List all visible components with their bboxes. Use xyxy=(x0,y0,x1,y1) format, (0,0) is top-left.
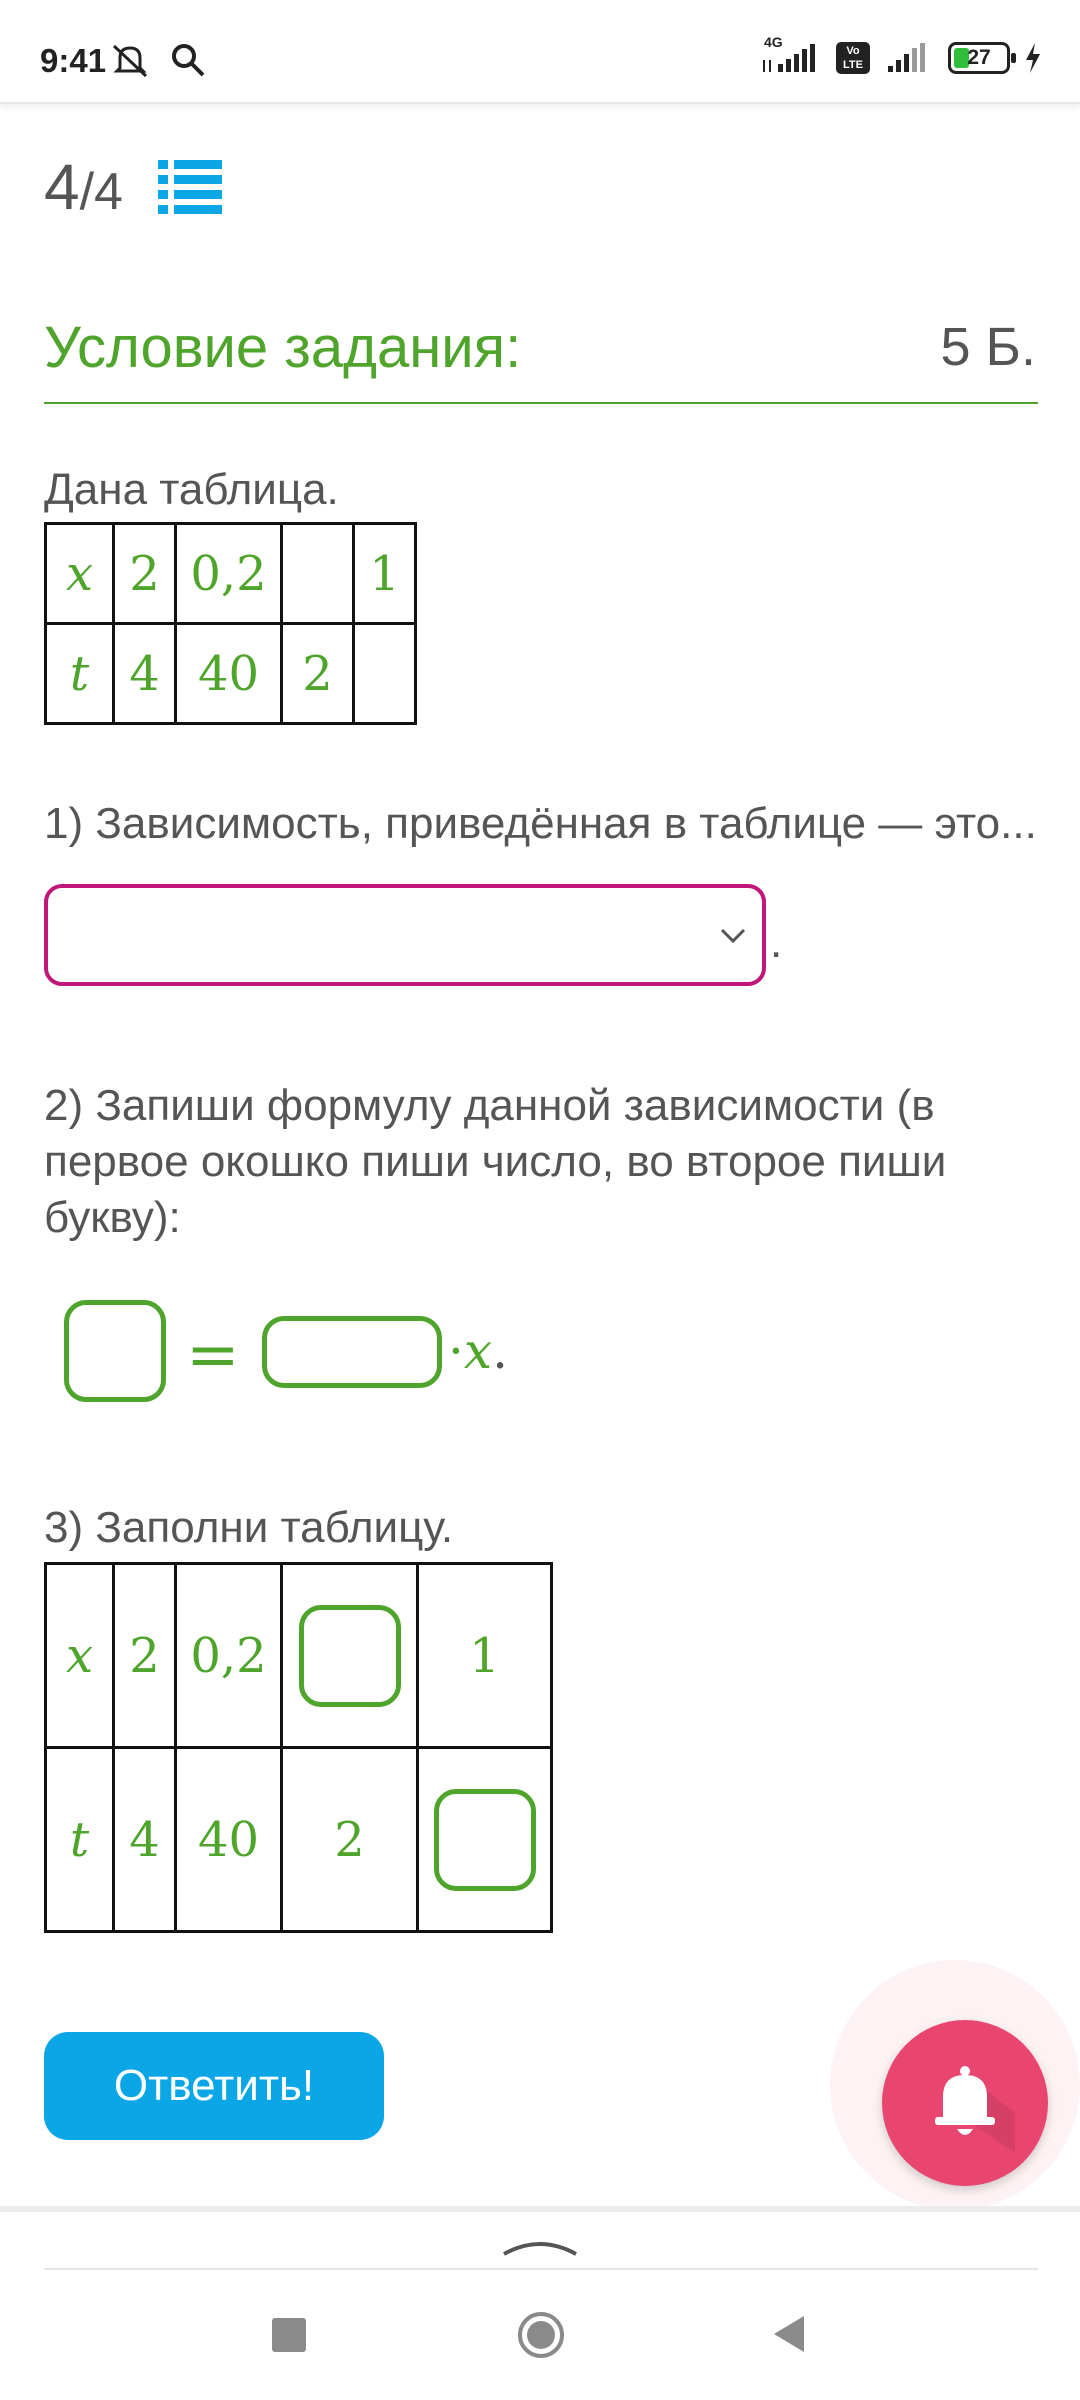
progress-current: 4 xyxy=(44,151,80,223)
battery-icon xyxy=(948,42,1010,74)
list-icon[interactable] xyxy=(158,158,222,216)
dependency-dropdown[interactable] xyxy=(44,884,766,986)
table-cell: 4 xyxy=(114,624,176,724)
notification-bell-button[interactable] xyxy=(882,2020,1048,2186)
formula-number-input[interactable] xyxy=(64,1300,166,1402)
question-1-text: 1) Зависимость, приведённая в таблице — это... xyxy=(44,799,1037,848)
formula-dot: · xyxy=(448,1322,464,1380)
question-3-text: 3) Заполни таблицу. xyxy=(44,1503,454,1552)
nav-square-icon[interactable] xyxy=(272,2318,306,2352)
nav-home-icon[interactable] xyxy=(516,2310,566,2360)
table-cell: t xyxy=(46,624,114,724)
table-row xyxy=(46,524,416,624)
submit-button[interactable]: Ответить! xyxy=(44,2032,384,2140)
table-cell xyxy=(282,524,354,624)
status-bar xyxy=(0,0,1080,104)
table-cell: 2 xyxy=(282,624,354,724)
table-cell: 2 xyxy=(114,1564,176,1748)
given-table xyxy=(44,522,417,725)
title-divider xyxy=(44,402,1038,404)
table-cell: 2 xyxy=(282,1748,418,1932)
table-cell: 40 xyxy=(176,624,282,724)
muted-bell-icon xyxy=(108,42,152,78)
table-cell: 2 xyxy=(114,524,176,624)
search-icon xyxy=(170,42,206,78)
table-row xyxy=(46,1748,552,1932)
chevron-down-icon xyxy=(718,920,748,950)
table-cell: x xyxy=(46,1564,114,1748)
table-cell xyxy=(282,1564,418,1748)
table-row xyxy=(46,1564,552,1748)
task-points: 5 Б. xyxy=(940,317,1036,377)
intro-text: Дана таблица. xyxy=(44,465,339,514)
status-left-icons xyxy=(108,42,206,78)
fill-table xyxy=(44,1562,553,1933)
table-cell: 1 xyxy=(418,1564,552,1748)
battery-level: 27 xyxy=(967,46,991,69)
nav-back-icon[interactable] xyxy=(770,2312,810,2356)
formula-letter-input[interactable] xyxy=(262,1316,442,1388)
table-row xyxy=(46,624,416,724)
charging-icon xyxy=(1024,42,1042,74)
question-1-end: . xyxy=(770,918,783,967)
table-cell: 0,2 xyxy=(176,1564,282,1748)
chevron-up-icon[interactable] xyxy=(500,2232,580,2262)
table-cell: x xyxy=(46,524,114,624)
task-title: Условие задания: xyxy=(44,315,522,380)
table-cell: 40 xyxy=(176,1748,282,1932)
question-2-text: 2) Запиши формулу данной зависимости (в первое окошко пиши число, во второе пиши букву): xyxy=(44,1081,947,1242)
table-cell xyxy=(354,624,416,724)
signal-icon xyxy=(884,42,934,74)
table-cell xyxy=(418,1748,552,1932)
table-cell: 4 xyxy=(114,1748,176,1932)
bell-icon xyxy=(915,2053,1015,2153)
formula-var: x xyxy=(463,1322,493,1380)
formula-equals: = xyxy=(186,1318,240,1392)
network-type: 4G xyxy=(764,34,783,50)
signal-4g-icon xyxy=(760,34,822,74)
fill-t-input[interactable] xyxy=(434,1789,536,1891)
status-right xyxy=(760,34,1042,74)
table-cell: t xyxy=(46,1748,114,1932)
bottom-separator xyxy=(0,2206,1080,2212)
table-cell: 0,2 xyxy=(176,524,282,624)
fill-x-input[interactable] xyxy=(299,1605,401,1707)
formula-end: . xyxy=(492,1322,509,1380)
formula-tail xyxy=(448,1322,508,1380)
question-progress xyxy=(44,150,123,224)
table-cell: 1 xyxy=(354,524,416,624)
status-time: 9:41 xyxy=(40,42,107,79)
progress-total: /4 xyxy=(79,163,123,221)
volte-badge: Vo LTE xyxy=(836,42,870,74)
